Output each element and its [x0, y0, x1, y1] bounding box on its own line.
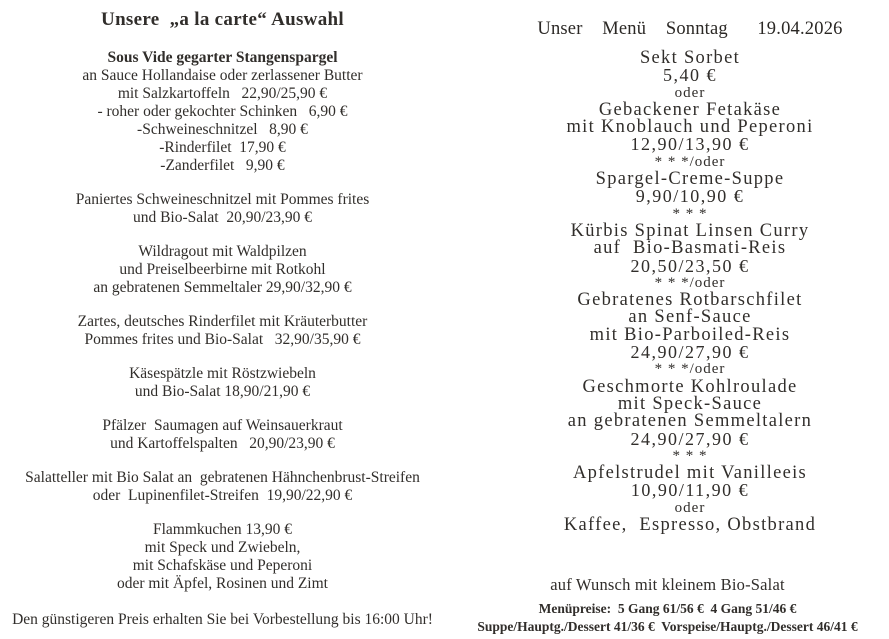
dish-line: Flammkuchen 13,90 € — [152, 521, 293, 538]
dish-line: und Preiselbeerbirne mit Rotkohl — [119, 261, 326, 278]
dish-line: Käsespätzle mit Röstzwiebeln — [129, 365, 316, 382]
menu-line: Kürbis Spinat Linsen Curry — [570, 220, 810, 241]
menu-line: 12,90/13,90 € — [630, 134, 750, 155]
dish-line: an gebratenen Semmeltaler 29,90/32,90 € — [93, 279, 352, 296]
menu-line: 10,90/11,90 € — [630, 480, 750, 501]
dish-line: an Sauce Hollandaise oder zerlassener Butter — [82, 67, 363, 84]
menu-line: 20,50/23,50 € — [630, 255, 750, 276]
daily-menu-column — [445, 0, 889, 639]
daily-menu-lines — [445, 50, 889, 534]
menu-line: Gebratenes Rotbarschfilet — [577, 290, 803, 311]
dish-line: und Kartoffelspalten 20,90/23,90 € — [110, 435, 335, 452]
menu-line: mit Speck-Sauce — [617, 393, 763, 414]
menu-prices-line2: Suppe/Hauptg./Dessert 41/36 € Vorspeise/Hauptg./Dessert 46/41 € — [477, 619, 858, 634]
menu-separator: oder — [674, 84, 706, 101]
dish-line: Salatteller mit Bio Salat an gebratenen Hähnchenbrust-Streifen — [25, 469, 420, 486]
menu-line: Gebackener Fetakäse — [598, 99, 782, 120]
dish-line: Sous Vide gegarter Stangenspargel — [107, 49, 338, 66]
dish-line: -Zanderfilet 9,90 € — [160, 157, 285, 174]
menu-separator: * * */oder — [654, 153, 726, 170]
dish-line: Paniertes Schweineschnitzel mit Pommes frites — [75, 191, 370, 208]
dish-line: oder mit Äpfel, Rosinen und Zimt — [117, 575, 328, 592]
daily-menu-header: Unser Menü Sonntag 19.04.2026 — [537, 19, 843, 39]
dish-section-kaesespaetzle — [0, 365, 445, 401]
dish-line: Zartes, deutsches Rinderfilet mit Kräuterbutter — [77, 313, 368, 330]
dish-line: und Bio-Salat 20,90/23,90 € — [132, 209, 313, 226]
dish-section-wildragout — [0, 243, 445, 297]
dish-line: mit Schafskäse und Peperoni — [132, 557, 313, 574]
menu-line: 9,90/10,90 € — [635, 186, 745, 207]
a-la-carte-title: Unsere „a la carte“ Auswahl — [101, 9, 344, 30]
dish-line: Wildragout mit Waldpilzen — [138, 243, 307, 260]
dish-line: mit Salzkartoffeln 22,90/25,90 € — [117, 85, 328, 102]
menu-separator: * * * — [672, 447, 708, 464]
dish-line: oder Lupinenfilet-Streifen 19,90/22,90 € — [92, 487, 353, 504]
menu-line: Spargel-Creme-Suppe — [595, 169, 785, 190]
menu-line: auf Bio-Basmati-Reis — [593, 238, 787, 259]
menu-separator: * * */oder — [654, 361, 726, 378]
dish-line: -Schweineschnitzel 8,90 € — [137, 121, 308, 138]
menu-line: Geschmorte Kohlroulade — [582, 376, 798, 397]
menu-line: an Senf-Sauce — [628, 307, 752, 328]
menu-separator: oder — [674, 499, 706, 516]
a-la-carte-sections — [0, 49, 445, 593]
menu-prices-line1: Menüpreise: 5 Gang 61/56 € 4 Gang 51/46 € — [538, 601, 797, 616]
dish-section-schnitzel — [0, 191, 445, 227]
preorder-discount-note: Den günstigeren Preis erhalten Sie bei Vorbestellung bis 16:00 Uhr! — [12, 611, 433, 628]
dish-line: und Bio-Salat 18,90/21,90 € — [134, 383, 311, 400]
menu-line: Sekt Sorbet — [639, 48, 741, 68]
dish-line: Pommes frites und Bio-Salat 32,90/35,90 € — [84, 331, 361, 348]
menu-line: 24,90/27,90 € — [630, 428, 750, 449]
menu-separator: * * */oder — [654, 274, 726, 291]
menu-line: 24,90/27,90 € — [630, 342, 750, 363]
daily-menu-footer — [445, 575, 889, 636]
dish-section-rinderfilet — [0, 313, 445, 349]
menu-line: mit Knoblauch und Peperoni — [566, 117, 814, 138]
side-salad-note: auf Wunsch mit kleinem Bio-Salat — [550, 575, 785, 594]
dish-line: mit Speck und Zwiebeln, — [144, 539, 301, 556]
dish-section-stangenspargel — [0, 49, 445, 175]
dish-section-saumagen — [0, 417, 445, 453]
menu-separator: * * * — [672, 205, 708, 222]
menu-line: Apfelstrudel mit Vanilleeis — [572, 463, 808, 484]
menu-line: mit Bio-Parboiled-Reis — [589, 324, 791, 345]
dish-section-flammkuchen — [0, 521, 445, 593]
dish-line: - roher oder gekochter Schinken 6,90 € — [97, 103, 348, 120]
dish-section-salatteller — [0, 469, 445, 505]
menu-line: Kaffee, Espresso, Obstbrand — [563, 515, 817, 536]
menu-line: an gebratenen Semmeltalern — [567, 411, 813, 432]
dish-line: -Rinderfilet 17,90 € — [159, 139, 286, 156]
dish-line: Pfälzer Saumagen auf Weinsauerkraut — [102, 417, 343, 434]
menu-line: 5,40 € — [663, 65, 717, 86]
